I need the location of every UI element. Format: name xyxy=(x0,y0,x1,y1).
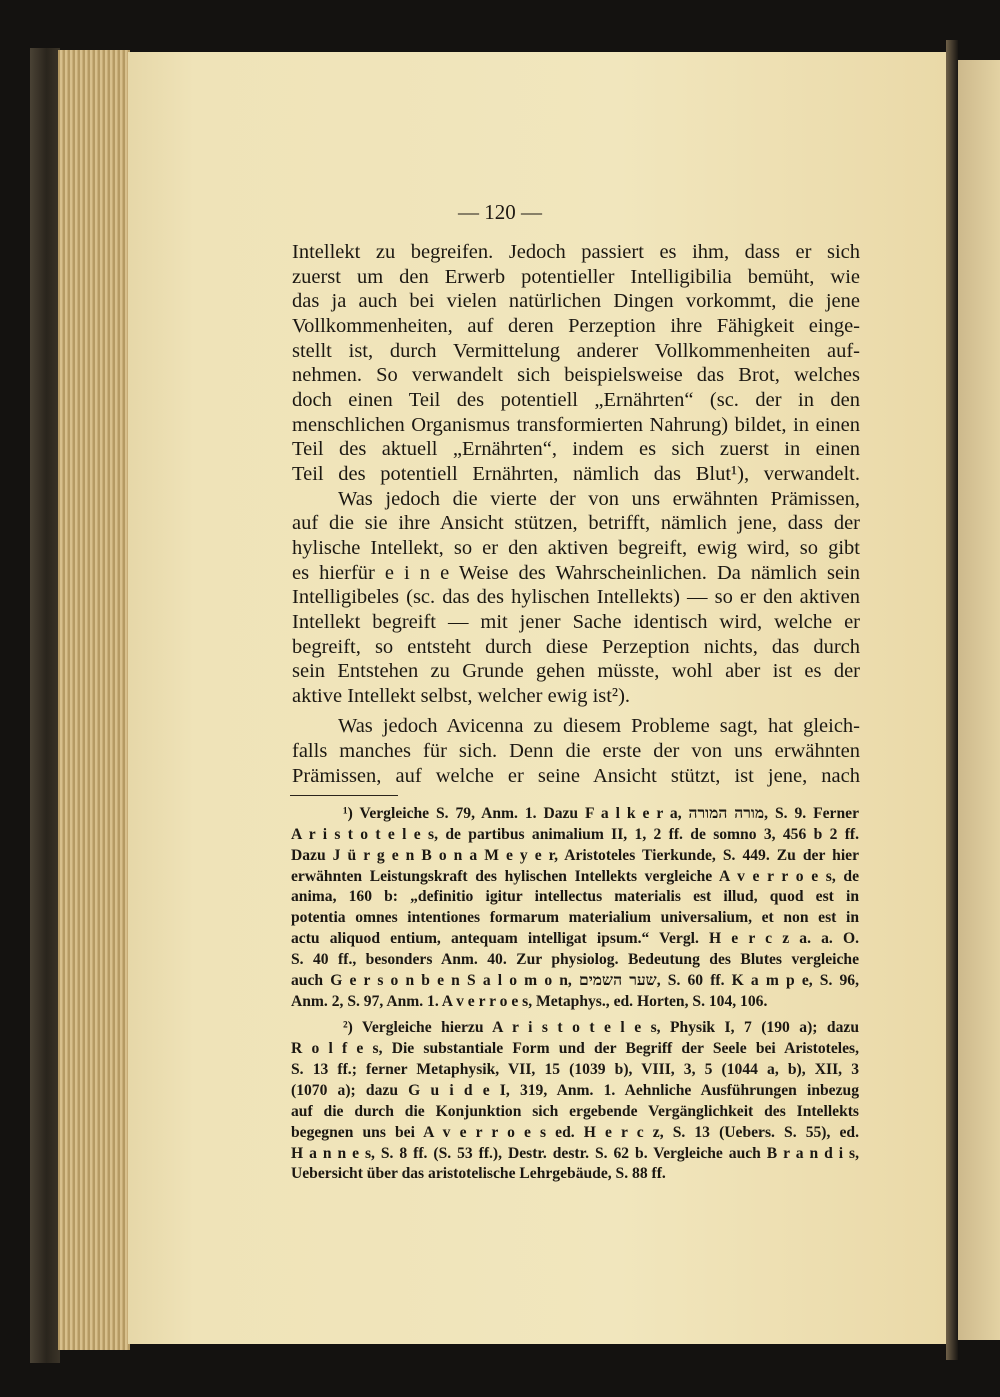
text-line: Teil des aktuell „Ernährten“, indem es sich zuerst in einen xyxy=(292,438,860,461)
text-line: Vollkommenheiten, auf deren Perzeption ihre Fähigkeit einge- xyxy=(292,314,860,337)
text-line: Prämissen, auf welche er seine Ansicht stützt, ist jene, nach xyxy=(292,764,860,787)
footnote-line: S. 13 ff.; ferner Metaphysik, VII, 15 (1039 b), VIII, 3, 5 (1044 a, b), XII, 3 xyxy=(291,1061,859,1079)
text-line: begreift, so entsteht durch diese Perzeption nichts, das durch xyxy=(292,635,860,658)
footnote-line: H a n n e s, S. 8 ff. (S. 53 ff.), Destr. destr. S. 62 b. Vergleiche auch B r a n d i s, xyxy=(291,1144,859,1162)
text-line: es hierfür e i n e Weise des Wahrscheinlichen. Da nämlich sein xyxy=(292,561,860,584)
text-line: doch einen Teil des potentiell „Ernährten“ (sc. der in den xyxy=(292,388,860,411)
footnote-line: S. 40 ff., besonders Anm. 40. Zur physiolog. Bedeutung des Blutes vergleiche xyxy=(291,950,859,968)
book-cover-edge xyxy=(30,48,60,1363)
text-line: Intellekt zu begreifen. Jedoch passiert es ihm, dass er sich xyxy=(292,241,860,263)
footnote-line: auch G e r s o n b e n S a l o m o n, שער השמים, S. 60 ff. K a m p e, S. 96, xyxy=(291,971,859,989)
text-line: Was jedoch Avicenna zu diesem Probleme sagt, hat gleich- xyxy=(338,715,860,738)
text-line: zuerst um den Erwerb potentieller Intelligibilia bemüht, wie xyxy=(292,265,860,288)
text-line: aktive Intellekt selbst, welcher ewig ist²). xyxy=(292,684,631,707)
footnote-line: auf die durch die Konjunktion sich ergebende Vergänglichkeit des Intellekts xyxy=(291,1102,859,1120)
text-line: menschlichen Organismus transformierten Nahrung) bildet, in einen xyxy=(292,413,860,436)
text-line: stellt ist, durch Vermittelung anderer Vollkommenheiten auf- xyxy=(292,339,860,362)
footnote-line: actu aliquod entium, antequam intelligat ipsum.“ Vergl. H e r c z a. a. O. xyxy=(291,930,859,948)
footnote-line: Dazu J ü r g e n B o n a M e y e r, Aristoteles Tierkunde, S. 449. Zu der hier xyxy=(291,846,859,864)
footnote-line: Uebersicht über das aristotelische Lehrgebäude, S. 88 ff. xyxy=(291,1165,666,1183)
footnote-line: potentia omnes intentiones formarum materialium universalium, et non est in xyxy=(291,909,859,927)
facing-page-edge xyxy=(958,60,1000,1340)
text-line: Intelligibeles (sc. das des hylischen Intellekts) — so er den aktiven xyxy=(292,586,860,609)
page-number: — 120 — xyxy=(458,200,542,224)
footnote-line: ¹) Vergleiche S. 79, Anm. 1. Dazu F a l k e r a, מורה המורה, S. 9. Ferner xyxy=(343,805,859,822)
footnote-line: R o l f e s, Die substantiale Form und der Begriff der Seele bei Aristoteles, xyxy=(291,1040,859,1058)
footnote-line: begegnen uns bei A v e r r o e s ed. H e r c z, S. 13 (Uebers. S. 55), ed. xyxy=(291,1123,859,1141)
text-line: auf die sie ihre Ansicht stützen, betrifft, nämlich jene, dass der xyxy=(292,512,860,535)
footnote-line: ²) Vergleiche hierzu A r i s t o t e l e s, Physik I, 7 (190 a); dazu xyxy=(343,1019,859,1037)
footnotes xyxy=(291,804,859,1185)
text-line: nehmen. So verwandelt sich beispielsweise das Brot, welches xyxy=(292,364,860,387)
book-gutter xyxy=(946,40,958,1360)
footnote-line: erwähnten Leistungskraft des hylischen Intellekts vergleiche A v e r r o e s, de xyxy=(291,867,859,885)
footnote-line: A r i s t o t e l e s, de partibus animalium II, 1, 2 ff. de somno 3, 456 b 2 ff. xyxy=(291,825,859,843)
footnote-line: (1070 a); dazu G u i d e I, 319, Anm. 1. Aehnliche Ausführungen inbezug xyxy=(291,1081,859,1099)
body-text xyxy=(292,240,860,788)
text-line: Teil des potentiell Ernährten, nämlich das Blut¹), verwandelt. xyxy=(292,462,860,485)
footnote-line: Anm. 2, S. 97, Anm. 1. A v e r r o e s, Metaphys., ed. Horten, S. 104, 106. xyxy=(291,992,768,1010)
text-line: sein Entstehen zu Grunde gehen müsste, wohl aber ist es der xyxy=(292,660,860,683)
text-line: Was jedoch die vierte der von uns erwähnten Prämissen, xyxy=(338,487,860,510)
text-line: Intellekt begreift — mit jener Sache identisch wird, welche er xyxy=(292,610,860,633)
footnote-rule xyxy=(290,795,398,796)
text-line: hylische Intellekt, so er den aktiven begreift, ewig wird, so gibt xyxy=(292,536,860,559)
page-stack-edges xyxy=(58,50,130,1350)
text-line: das ja auch bei vielen natürlichen Dingen vorkommt, die jene xyxy=(292,290,860,313)
text-line: falls manches für sich. Denn die erste der von uns erwähnten xyxy=(292,740,860,763)
footnote-line: anima, 160 b: „definitio igitur intellectus materialis est illud, quod est in xyxy=(291,888,859,906)
